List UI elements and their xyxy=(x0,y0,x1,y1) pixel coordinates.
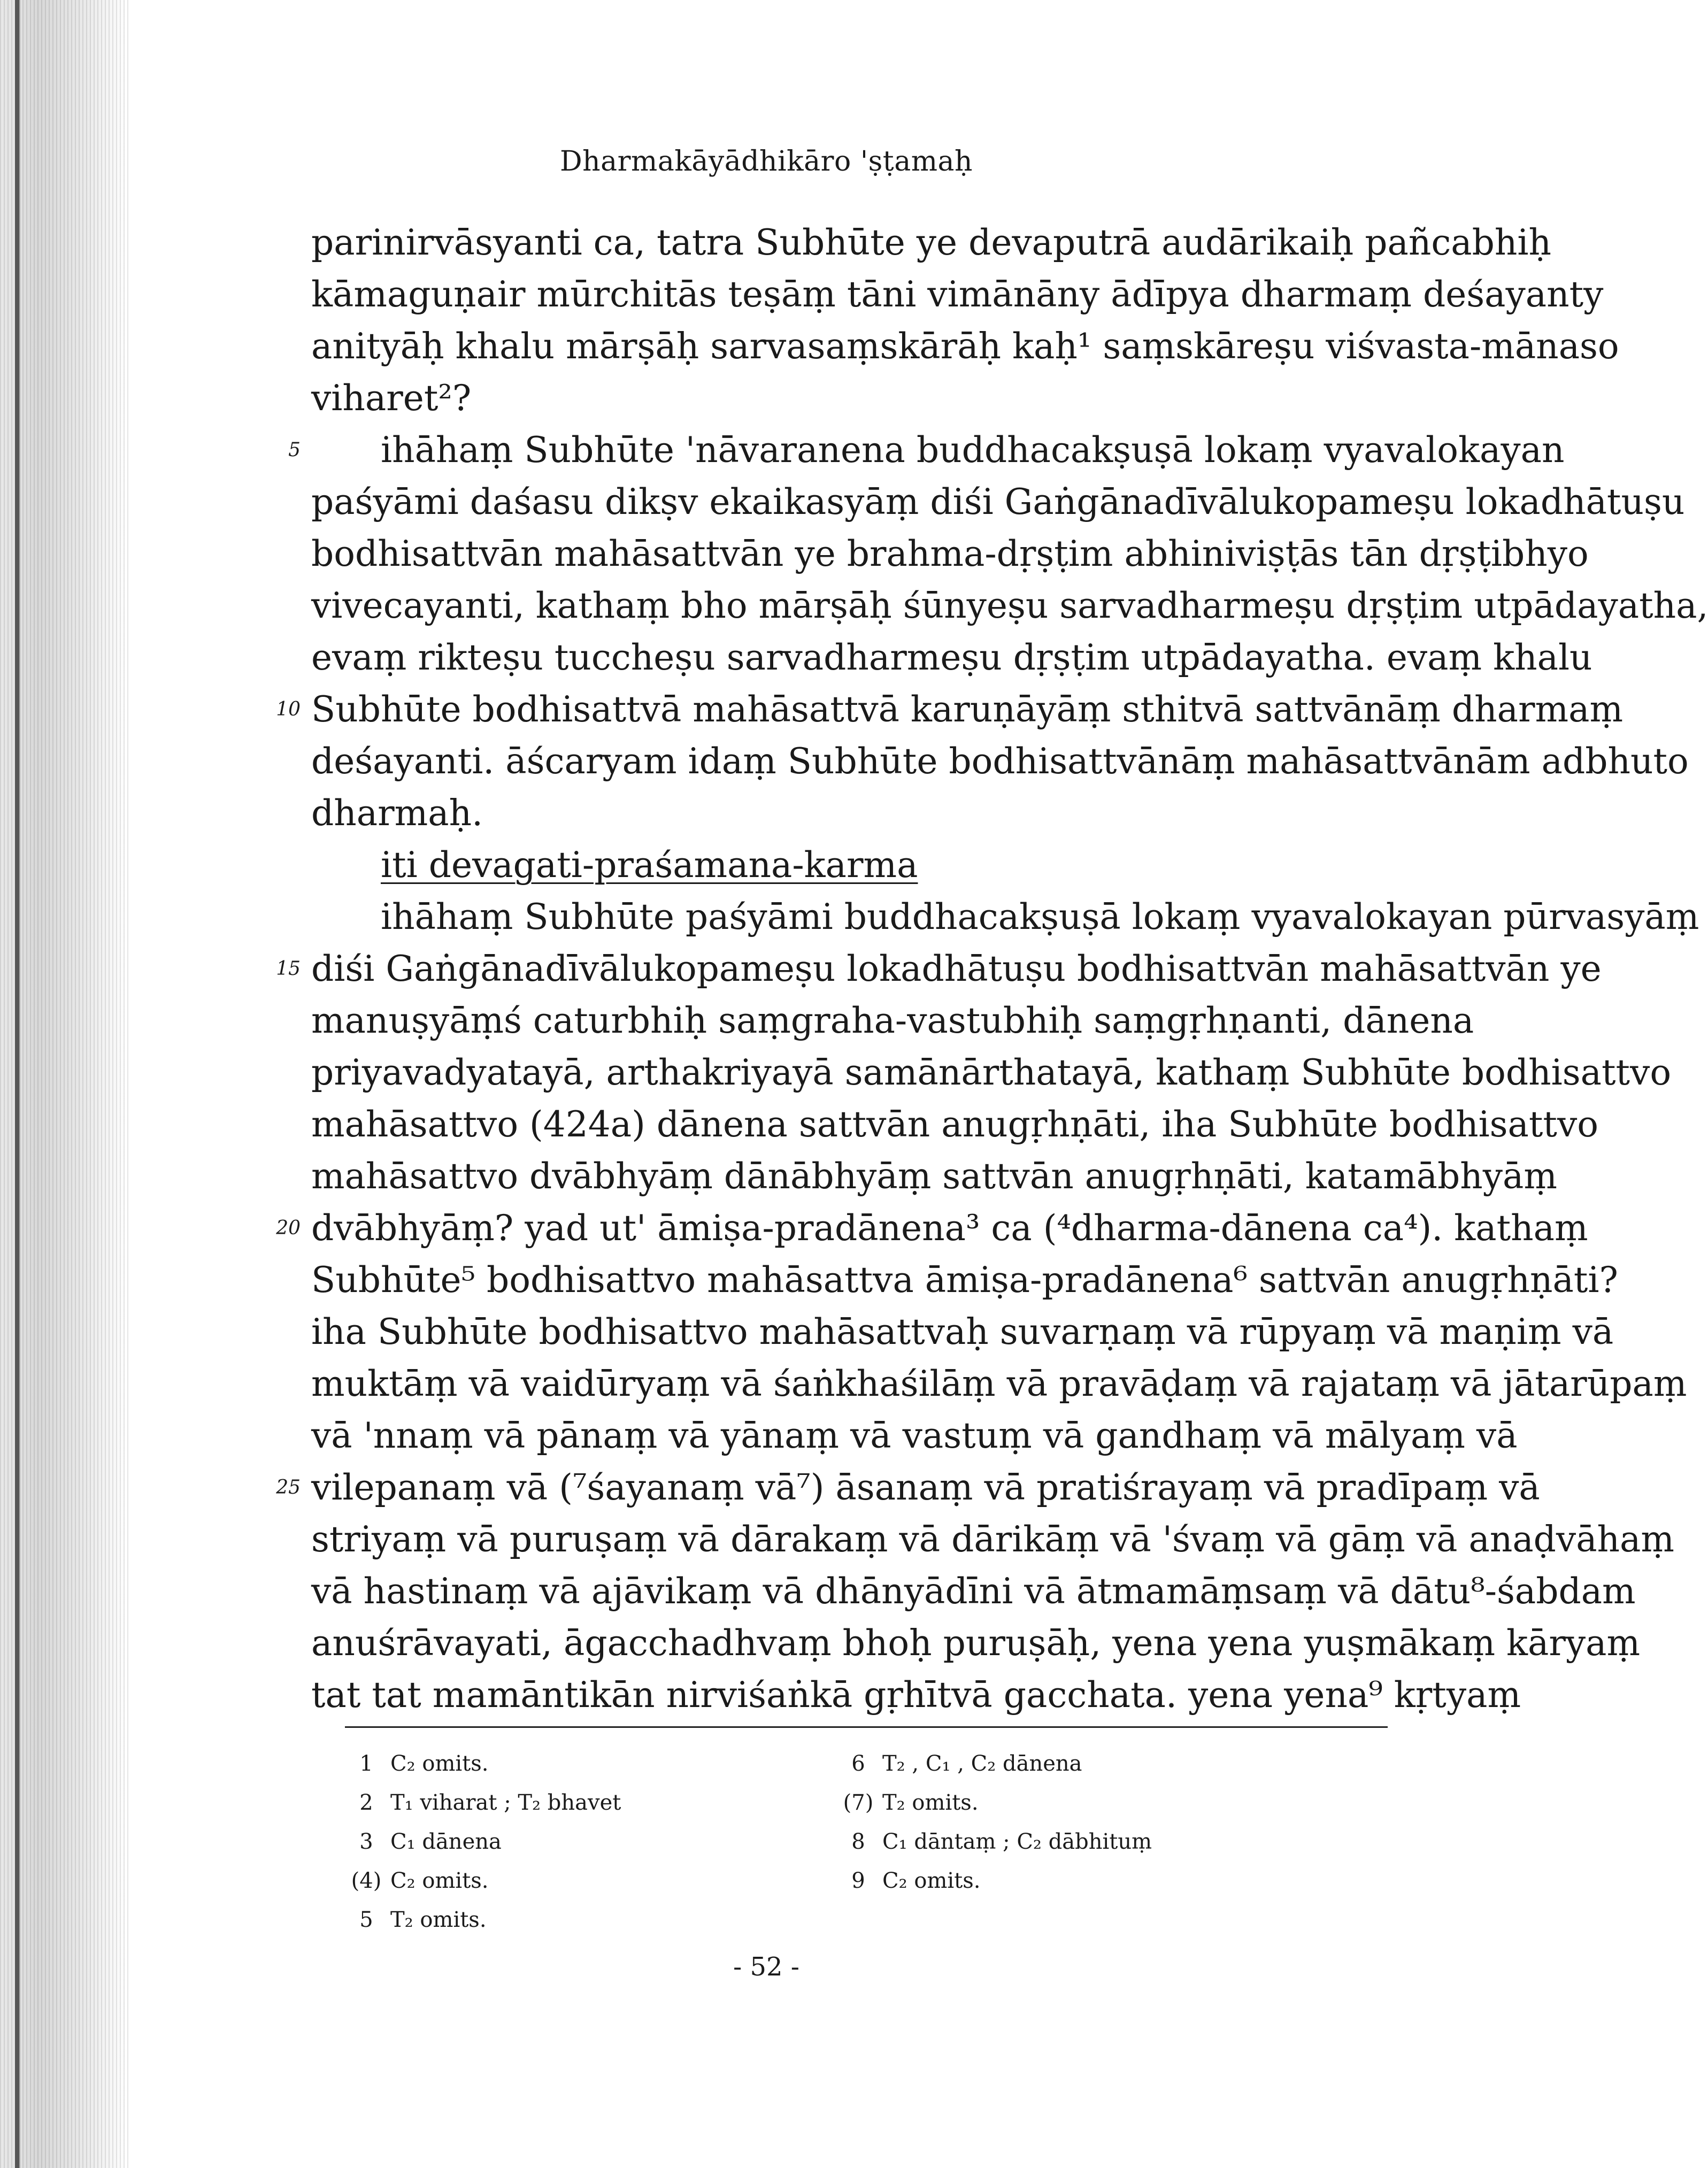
line-text: anuśrāvayati, āgacchadhvaṃ bhoḥ puruṣāḥ, yena yena yuṣmākaṃ kāryaṃ xyxy=(311,1623,1641,1664)
line-text: iti devagati-praśamana-karma xyxy=(381,844,918,886)
text-line xyxy=(276,1202,1588,1254)
text-line xyxy=(276,683,1624,735)
text-line xyxy=(311,580,1708,632)
text-line xyxy=(311,320,1619,372)
footnote-number: 2 xyxy=(359,1790,373,1815)
text-line xyxy=(276,943,1602,995)
line-text: paśyāmi daśasu dikṣv ekaikasyāṃ diśi Gaṅgānadīvālukopameṣu lokadhātuṣu xyxy=(311,481,1685,522)
line-text: anityāḥ khalu mārṣāḥ sarvasaṃskārāḥ kaḥ¹ saṃskāreṣu viśvasta-mānaso xyxy=(311,326,1619,367)
running-header: Dharmakāyādhikāro 'ṣṭamaḥ xyxy=(559,145,973,178)
footnotes-right-column xyxy=(834,1744,1152,1901)
text-line xyxy=(311,1098,1598,1150)
footnote-text: C₁ dānena xyxy=(390,1829,502,1854)
line-text: parinirvāsyanti ca, tatra Subhūte ye devaputrā audārikaiḥ pañcabhiḥ xyxy=(311,222,1552,263)
line-text: tat tat mamāntikān nirviśaṅkā gṛhītvā gacchata. yena yena⁹ kṛtyaṃ xyxy=(311,1674,1521,1716)
text-line xyxy=(311,372,1412,424)
footnote xyxy=(342,1783,621,1823)
line-text: manuṣyāṃś caturbhiḥ saṃgraha-vastubhiḥ saṃgṛhṇanti, dānena xyxy=(311,1000,1474,1041)
line-text: iha Subhūte bodhisattvo mahāsattvaḥ suvarṇaṃ vā rūpyaṃ vā maṇiṃ vā xyxy=(311,1311,1614,1352)
line-text: vā hastinaṃ vā ajāvikaṃ vā dhānyādīni vā ātmamāṃsaṃ vā dātu⁸-śabdam xyxy=(311,1571,1636,1612)
text-line xyxy=(311,1047,1672,1098)
footnote-number: (4) xyxy=(351,1869,382,1893)
text-line xyxy=(311,476,1685,528)
line-text: dvābhyāṃ? yad ut' āmiṣa-pradānena³ ca (⁴dharma-dānena ca⁴). kathaṃ xyxy=(311,1208,1588,1249)
line-text: mahāsattvo (424a) dānena sattvān anugṛhṇāti, iha Subhūte bodhisattvo xyxy=(311,1104,1598,1145)
text-line xyxy=(311,528,1589,580)
line-text: Subhūte⁵ bodhisattvo mahāsattva āmiṣa-pradānena⁶ sattvān anugṛhṇāti? xyxy=(311,1259,1618,1301)
text-line xyxy=(311,995,1474,1047)
footnote xyxy=(834,1744,1152,1783)
text-line xyxy=(311,217,1552,268)
footnote-text: T₂ omits. xyxy=(882,1790,979,1815)
line-number: 25 xyxy=(276,1477,301,1498)
footnote-text: T₂ omits. xyxy=(390,1908,487,1932)
section-heading xyxy=(311,839,1412,891)
line-text: priyavadyatayā, arthakriyayā samānārthatayā, kathaṃ Subhūte bodhisattvo xyxy=(311,1052,1672,1093)
line-text: Subhūte bodhisattvā mahāsattvā karuṇāyāṃ sthitvā sattvānāṃ dharmaṃ xyxy=(311,689,1624,730)
line-text: muktāṃ vā vaidūryaṃ vā śaṅkhaśilāṃ vā pravāḍaṃ vā rajataṃ vā jātarūpaṃ xyxy=(311,1363,1687,1404)
line-text: kāmaguṇair mūrchitās teṣāṃ tāni vimānāny ādīpya dharmaṃ deśayanty xyxy=(311,274,1604,315)
footnote-divider xyxy=(345,1726,1388,1728)
text-line xyxy=(311,1513,1674,1565)
line-text: striyaṃ vā puruṣaṃ vā dārakaṃ vā dārikāṃ vā 'śvaṃ vā gāṃ vā anaḍvāhaṃ xyxy=(311,1519,1674,1560)
text-line xyxy=(311,1150,1557,1202)
text-line xyxy=(288,424,1565,476)
footnote xyxy=(834,1862,1152,1901)
line-text: deśayanti. āścaryam idaṃ Subhūte bodhisattvānāṃ mahāsattvānām adbhuto xyxy=(311,741,1689,782)
line-text: viharet²? xyxy=(311,378,472,419)
text-line xyxy=(311,1254,1618,1306)
line-text: diśi Gaṅgānadīvālukopameṣu lokadhātuṣu bodhisattvān mahāsattvān ye xyxy=(311,948,1602,989)
line-number: 20 xyxy=(276,1217,301,1239)
text-line xyxy=(311,787,1412,839)
line-text: evaṃ rikteṣu tuccheṣu sarvadharmeṣu dṛṣṭim utpādayatha. evaṃ khalu xyxy=(311,637,1592,678)
footnotes-left-column xyxy=(342,1744,621,1940)
text-line xyxy=(311,632,1592,683)
footnote-number: 5 xyxy=(359,1908,373,1932)
scan-binding-edge xyxy=(0,0,128,2168)
line-number: 5 xyxy=(288,439,301,461)
line-text: vivecayanti, kathaṃ bho mārṣāḥ śūnyeṣu sarvadharmeṣu dṛṣṭim utpādayatha, xyxy=(311,585,1708,626)
text-line xyxy=(311,1617,1641,1669)
footnote-text: T₂ , C₁ , C₂ dānena xyxy=(882,1751,1082,1776)
footnote-text: C₂ omits. xyxy=(390,1869,489,1893)
text-line xyxy=(311,268,1604,320)
footnote-text: C₂ omits. xyxy=(390,1751,489,1776)
text-line xyxy=(311,1565,1636,1617)
footnote-text: T₁ viharat ; T₂ bhavet xyxy=(390,1790,621,1815)
text-line xyxy=(276,1462,1540,1513)
footnote xyxy=(834,1783,1152,1823)
footnote-text: C₂ omits. xyxy=(882,1869,981,1893)
footnote xyxy=(834,1823,1152,1862)
line-text: bodhisattvān mahāsattvān ye brahma-dṛṣṭim abhiniviṣṭās tān dṛṣṭibhyo xyxy=(311,533,1589,574)
line-text: mahāsattvo dvābhyāṃ dānābhyāṃ sattvān anugṛhṇāti, katamābhyāṃ xyxy=(311,1156,1557,1197)
text-line xyxy=(311,1410,1518,1462)
text-line xyxy=(311,735,1689,787)
footnote xyxy=(342,1862,621,1901)
footnote-number: 1 xyxy=(359,1751,373,1776)
text-line xyxy=(311,1669,1521,1721)
footnote-number: 9 xyxy=(851,1869,865,1893)
page-number: - 52 - xyxy=(733,1952,800,1982)
line-text: vilepanaṃ vā (⁷śayanaṃ vā⁷) āsanaṃ vā pratiśrayaṃ vā pradīpaṃ vā xyxy=(311,1467,1540,1508)
line-text: dharmaḥ. xyxy=(311,793,483,834)
footnote xyxy=(342,1823,621,1862)
footnote xyxy=(342,1901,621,1940)
text-line xyxy=(311,1358,1687,1410)
line-text: ihāhaṃ Subhūte 'nāvaranena buddhacakṣuṣā lokaṃ vyavalokayan xyxy=(381,429,1565,471)
text-line xyxy=(311,1306,1614,1358)
footnote-number: (7) xyxy=(843,1790,874,1815)
footnote-text: C₁ dāntaṃ ; C₂ dābhituṃ xyxy=(882,1829,1152,1854)
line-text: vā 'nnaṃ vā pānaṃ vā yānaṃ vā vastuṃ vā gandhaṃ vā mālyaṃ vā xyxy=(311,1415,1518,1456)
line-number: 10 xyxy=(276,698,301,720)
footnote xyxy=(342,1744,621,1783)
footnote-number: 6 xyxy=(851,1751,865,1776)
line-text: ihāhaṃ Subhūte paśyāmi buddhacakṣuṣā lokaṃ vyavalokayan pūrvasyāṃ xyxy=(381,896,1699,937)
footnote-number: 3 xyxy=(359,1829,373,1854)
line-number: 15 xyxy=(276,958,301,980)
text-line xyxy=(311,891,1699,943)
main-text xyxy=(276,217,1708,1721)
footnote-number: 8 xyxy=(851,1829,865,1854)
